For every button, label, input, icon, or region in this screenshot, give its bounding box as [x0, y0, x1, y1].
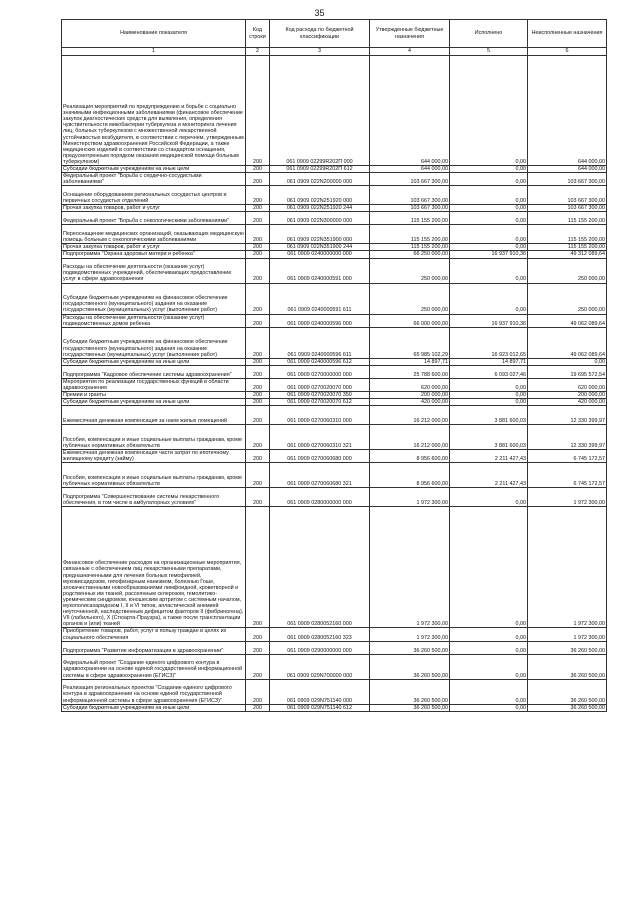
table-row — [62, 166, 607, 173]
row-executed-cell: 6 093 027,46 — [450, 365, 528, 378]
row-executed-cell: 3 881 600,03 — [450, 425, 528, 450]
row-line-code-cell: 200 — [246, 654, 270, 679]
row-unexecuted-cell: 103 667 300,00 — [528, 186, 607, 205]
table-header — [62, 20, 607, 56]
table-row — [62, 205, 607, 212]
row-approved-cell: 65 985 102,29 — [370, 327, 450, 358]
header-executed: Исполнено — [450, 20, 528, 48]
budget-execution-table — [61, 19, 607, 712]
row-name-cell: Переоснащение медицинских организаций, оказывающих медицинскую помощь больным с онкологическими заболеваниями — [62, 225, 246, 244]
row-line-code-cell: 200 — [246, 641, 270, 654]
row-executed-cell: 14 897,71 — [450, 358, 528, 365]
column-number: 1 — [62, 48, 246, 56]
table-row — [62, 704, 607, 711]
row-name-cell: Реализация мероприятий по предупреждению и борьбе с социально значимыми инфекционными заболеваниями (финансовое обеспечение закупок диагностических средств для выявления, определения чувствительности микобактерии туберкулеза и мониторинга лечения лиц, больных туберкулезом с множественной лекарственной устойчивостью возбудителя, в соответствии с перечнем, утвержденным Министерством здравоохранения Российской Федерации, а также медицинских изделий в соответствии со стандартом оснащения, предусмотренным порядком оказания медицинской помощи больным туберкулезом) — [62, 56, 246, 166]
row-unexecuted-cell: 115 155 200,00 — [528, 225, 607, 244]
row-name-cell: Расходы на обеспечение деятельности (оказание услуг) подведомственных домов ребенка — [62, 314, 246, 327]
row-approved-cell: 36 260 500,00 — [370, 654, 450, 679]
row-kbk-cell: 061 0909 0270020070 000 — [270, 378, 370, 391]
row-approved-cell: 103 667 300,00 — [370, 186, 450, 205]
row-line-code-cell: 200 — [246, 450, 270, 463]
row-kbk-cell: 061 0909 022N251920 244 — [270, 205, 370, 212]
table-row — [62, 654, 607, 679]
row-unexecuted-cell: 250 000,00 — [528, 258, 607, 283]
row-line-code-cell: 200 — [246, 173, 270, 186]
table-row — [62, 399, 607, 406]
row-executed-cell: 3 881 600,03 — [450, 406, 528, 425]
row-name-cell: Подпрограмма "Кадровое обеспечение системы здравоохранения" — [62, 365, 246, 378]
column-number: 5 — [450, 48, 528, 56]
row-line-code-cell: 200 — [246, 327, 270, 358]
row-unexecuted-cell: 103 667 300,00 — [528, 205, 607, 212]
row-executed-cell: 0,00 — [450, 283, 528, 314]
row-unexecuted-cell: 103 667 300,00 — [528, 173, 607, 186]
row-line-code-cell: 200 — [246, 425, 270, 450]
table-row — [62, 641, 607, 654]
table-row — [62, 463, 607, 488]
row-name-cell: Субсидии бюджетным учреждениям на иные цели — [62, 704, 246, 711]
row-line-code-cell: 200 — [246, 258, 270, 283]
row-executed-cell: 0,00 — [450, 679, 528, 704]
table-row — [62, 450, 607, 463]
column-number: 6 — [528, 48, 607, 56]
row-unexecuted-cell: 115 155 200,00 — [528, 244, 607, 251]
row-line-code-cell: 200 — [246, 463, 270, 488]
row-name-cell: Подпрограмма "Развитие информатизации в здравоохранении" — [62, 641, 246, 654]
row-kbk-cell: 061 0909 0270020070 350 — [270, 392, 370, 399]
table-row — [62, 425, 607, 450]
row-unexecuted-cell: 0,00 — [528, 358, 607, 365]
row-approved-cell: 620 000,00 — [370, 378, 450, 391]
row-name-cell: Мероприятия по реализации государственных функций в области здравоохранения — [62, 378, 246, 391]
row-line-code-cell: 200 — [246, 392, 270, 399]
row-name-cell: Субсидии бюджетным учреждениям на иные цели — [62, 166, 246, 173]
column-number: 3 — [270, 48, 370, 56]
row-line-code-cell: 200 — [246, 365, 270, 378]
row-kbk-cell: 061 0909 0240000596 611 — [270, 327, 370, 358]
row-unexecuted-cell: 644 000,00 — [528, 56, 607, 166]
row-line-code-cell: 200 — [246, 251, 270, 258]
row-kbk-cell: 061 0909 0270060310 321 — [270, 425, 370, 450]
row-unexecuted-cell: 6 745 172,57 — [528, 450, 607, 463]
row-approved-cell: 36 260 500,00 — [370, 679, 450, 704]
row-line-code-cell: 200 — [246, 225, 270, 244]
row-unexecuted-cell: 1 972 300,00 — [528, 507, 607, 628]
row-approved-cell: 8 956 600,00 — [370, 450, 450, 463]
row-line-code-cell: 200 — [246, 488, 270, 507]
row-approved-cell: 644 000,00 — [370, 56, 450, 166]
row-line-code-cell: 200 — [246, 628, 270, 641]
row-name-cell: Субсидии бюджетным учреждениям на иные цели — [62, 358, 246, 365]
row-approved-cell: 1 972 300,00 — [370, 488, 450, 507]
row-name-cell: Ежемесячная денежная компенсация части затрат по ипотечному жилищному кредиту (займу) — [62, 450, 246, 463]
row-approved-cell: 36 260 500,00 — [370, 704, 450, 711]
row-line-code-cell: 200 — [246, 205, 270, 212]
row-executed-cell: 0,00 — [450, 56, 528, 166]
row-unexecuted-cell: 12 330 399,97 — [528, 406, 607, 425]
row-line-code-cell: 200 — [246, 244, 270, 251]
row-executed-cell: 2 211 427,43 — [450, 463, 528, 488]
table-row — [62, 365, 607, 378]
row-approved-cell: 115 155 200,00 — [370, 225, 450, 244]
row-kbk-cell: 061 0909 02299R202П 000 — [270, 56, 370, 166]
row-line-code-cell: 200 — [246, 358, 270, 365]
row-line-code-cell: 200 — [246, 507, 270, 628]
row-unexecuted-cell: 620 000,00 — [528, 378, 607, 391]
row-unexecuted-cell: 1 972 300,00 — [528, 628, 607, 641]
table-row — [62, 186, 607, 205]
header-unexecuted: Неисполненные назначения — [528, 20, 607, 48]
row-name-cell: Расходы на обеспечение деятельности (оказание услуг) подведомственных учреждений, обеспечивающих предоставление услуг в сфере здравоохранения — [62, 258, 246, 283]
row-unexecuted-cell: 49 062 089,64 — [528, 327, 607, 358]
row-executed-cell: 0,00 — [450, 641, 528, 654]
row-kbk-cell: 061 0909 0240000596 000 — [270, 314, 370, 327]
row-unexecuted-cell: 644 000,00 — [528, 166, 607, 173]
row-name-cell: Приобретение товаров, работ, услуг в пользу граждан в целях их социального обеспечения — [62, 628, 246, 641]
row-kbk-cell: 061 0909 0270060310 000 — [270, 406, 370, 425]
table-row — [62, 628, 607, 641]
row-line-code-cell: 200 — [246, 378, 270, 391]
row-line-code-cell: 200 — [246, 56, 270, 166]
row-executed-cell: 0,00 — [450, 244, 528, 251]
row-approved-cell: 36 260 500,00 — [370, 641, 450, 654]
row-kbk-cell: 061 0909 0270020070 612 — [270, 399, 370, 406]
row-kbk-cell: 061 0909 0280052160 000 — [270, 507, 370, 628]
page-number: 35 — [314, 8, 325, 18]
row-line-code-cell: 200 — [246, 186, 270, 205]
header-line-code: Код строки — [246, 20, 270, 48]
row-unexecuted-cell: 200 000,00 — [528, 392, 607, 399]
column-number: 4 — [370, 48, 450, 56]
row-name-cell: Оснащение оборудованием региональных сосудистых центров и первичных сосудистых отделений — [62, 186, 246, 205]
row-name-cell: Ежемесячная денежная компенсация за наем жилых помещений — [62, 406, 246, 425]
table-row — [62, 244, 607, 251]
row-kbk-cell: 061 0909 0280000000 000 — [270, 488, 370, 507]
row-kbk-cell: 061 0909 022N351900 244 — [270, 244, 370, 251]
row-name-cell: Подпрограмма "Совершенствование системы лекарственного обеспечения, в том числе в амбулаторных условиях" — [62, 488, 246, 507]
row-kbk-cell: 061 0909 029N751140 612 — [270, 704, 370, 711]
row-executed-cell: 0,00 — [450, 399, 528, 406]
row-approved-cell: 8 956 600,00 — [370, 463, 450, 488]
row-unexecuted-cell: 49 312 089,64 — [528, 251, 607, 258]
row-kbk-cell: 061 0909 0270060680 000 — [270, 450, 370, 463]
row-approved-cell: 115 155 200,00 — [370, 212, 450, 225]
row-name-cell: Премии и гранты — [62, 392, 246, 399]
row-name-cell: Подпрограмма "Охрана здоровья матери и ребенка" — [62, 251, 246, 258]
row-executed-cell: 2 211 427,43 — [450, 450, 528, 463]
row-unexecuted-cell: 19 695 572,54 — [528, 365, 607, 378]
row-name-cell: Федеральный проект "Борьба с сердечно-сосудистыми заболеваниями" — [62, 173, 246, 186]
row-kbk-cell: 061 0909 0240000591 000 — [270, 258, 370, 283]
row-executed-cell: 0,00 — [450, 392, 528, 399]
table-row — [62, 327, 607, 358]
row-name-cell: Субсидии бюджетным учреждениям на финансовое обеспечение государственного (муниципального) задания на оказание государственных (муниципальных) услуг (выполнение работ) — [62, 327, 246, 358]
row-executed-cell: 0,00 — [450, 488, 528, 507]
row-approved-cell: 66 250 000,00 — [370, 251, 450, 258]
table-row — [62, 488, 607, 507]
row-name-cell: Прочая закупка товаров, работ и услуг — [62, 205, 246, 212]
table-row — [62, 212, 607, 225]
row-unexecuted-cell: 36 260 500,00 — [528, 679, 607, 704]
row-line-code-cell: 200 — [246, 212, 270, 225]
row-kbk-cell: 061 0909 029N700000 000 — [270, 654, 370, 679]
row-approved-cell: 66 000 000,00 — [370, 314, 450, 327]
row-executed-cell: 0,00 — [450, 507, 528, 628]
header-name: Наименование показателя — [62, 20, 246, 48]
row-line-code-cell: 200 — [246, 283, 270, 314]
row-line-code-cell: 200 — [246, 679, 270, 704]
table-body — [62, 56, 607, 712]
row-executed-cell: 0,00 — [450, 212, 528, 225]
row-unexecuted-cell: 420 000,00 — [528, 399, 607, 406]
row-name-cell: Реализация региональных проектов "Создание единого цифрового контура в здравоохранении на основе единой государственной информационной системы в сфере здравоохранения (ЕГИСЗ)" — [62, 679, 246, 704]
row-unexecuted-cell: 12 330 399,97 — [528, 425, 607, 450]
row-approved-cell: 16 212 000,00 — [370, 425, 450, 450]
table-row — [62, 314, 607, 327]
row-kbk-cell: 061 0909 022N251920 000 — [270, 186, 370, 205]
row-name-cell: Субсидии бюджетным учреждениям на финансовое обеспечение государственного (муниципального) задания на оказание государственных (муниципальных) услуг (выполнение работ) — [62, 283, 246, 314]
table-row — [62, 679, 607, 704]
row-approved-cell: 250 000,00 — [370, 283, 450, 314]
row-line-code-cell: 200 — [246, 399, 270, 406]
table-row — [62, 358, 607, 365]
header-approved: Утвержденные бюджетные назначения — [370, 20, 450, 48]
row-executed-cell: 16 937 910,36 — [450, 251, 528, 258]
row-unexecuted-cell: 1 972 300,00 — [528, 488, 607, 507]
row-line-code-cell: 200 — [246, 314, 270, 327]
row-approved-cell: 16 212 000,00 — [370, 406, 450, 425]
table-row — [62, 507, 607, 628]
row-approved-cell: 115 155 200,00 — [370, 244, 450, 251]
table-row — [62, 225, 607, 244]
row-kbk-cell: 061 0909 0280052160 323 — [270, 628, 370, 641]
row-kbk-cell: 061 0909 0270000000 000 — [270, 365, 370, 378]
row-kbk-cell: 061 0909 022N200000 000 — [270, 173, 370, 186]
row-name-cell: Финансовое обеспечение расходов на организационные мероприятия, связанные с обеспечением лиц лекарственными препаратами, предназначенными для лечения больных гемофилией, муковисцидозом, гипофизарным нанизмом, болезнью Гоше, злокачественными новообразованиями лимфоидной, кроветворной и родственных им тканей, рассеянным склерозом, гемолитико-уремическим синдромом, юношеским артритом с системным началом, мукополисахаридозом I, II и VI типов, апластической анемией неуточненной, наследственным дефицитом факторов II (фибриногена), VII (лабильного), X (Стюарта-Прауэра), а также после трансплантации органов и (или) тканей — [62, 507, 246, 628]
table-row — [62, 392, 607, 399]
row-kbk-cell: 061 0909 0290000000 000 — [270, 641, 370, 654]
row-line-code-cell: 200 — [246, 166, 270, 173]
row-executed-cell: 0,00 — [450, 258, 528, 283]
row-line-code-cell: 200 — [246, 704, 270, 711]
header-kbk: Код расхода по бюджетной классификации — [270, 20, 370, 48]
row-unexecuted-cell: 250 000,00 — [528, 283, 607, 314]
table-row — [62, 56, 607, 166]
row-approved-cell: 103 667 300,00 — [370, 205, 450, 212]
row-approved-cell: 14 897,71 — [370, 358, 450, 365]
table-row — [62, 251, 607, 258]
row-executed-cell: 0,00 — [450, 378, 528, 391]
row-unexecuted-cell: 6 745 172,57 — [528, 463, 607, 488]
row-kbk-cell: 061 0909 029N751140 000 — [270, 679, 370, 704]
row-kbk-cell: 061 0909 0240000591 611 — [270, 283, 370, 314]
table-row — [62, 378, 607, 391]
row-approved-cell: 200 000,00 — [370, 392, 450, 399]
row-executed-cell: 0,00 — [450, 173, 528, 186]
table-row — [62, 283, 607, 314]
row-name-cell: Пособия, компенсации и иные социальные выплаты гражданам, кроме публичных нормативных обязательств — [62, 463, 246, 488]
row-kbk-cell: 061 0909 02299R202П 612 — [270, 166, 370, 173]
column-number: 2 — [246, 48, 270, 56]
row-executed-cell: 0,00 — [450, 628, 528, 641]
row-approved-cell: 1 972 300,00 — [370, 628, 450, 641]
row-approved-cell: 420 000,00 — [370, 399, 450, 406]
row-executed-cell: 0,00 — [450, 166, 528, 173]
row-executed-cell: 16 923 012,65 — [450, 327, 528, 358]
row-approved-cell: 250 000,00 — [370, 258, 450, 283]
row-executed-cell: 16 937 910,36 — [450, 314, 528, 327]
row-executed-cell: 0,00 — [450, 654, 528, 679]
row-kbk-cell: 061 0909 022N351900 000 — [270, 225, 370, 244]
row-unexecuted-cell: 36 260 500,00 — [528, 641, 607, 654]
row-approved-cell: 25 788 600,00 — [370, 365, 450, 378]
table-row — [62, 406, 607, 425]
row-approved-cell: 103 667 300,00 — [370, 173, 450, 186]
row-unexecuted-cell: 49 062 089,64 — [528, 314, 607, 327]
row-name-cell: Пособия, компенсации и иные социальные выплаты гражданам, кроме публичных нормативных обязательств — [62, 425, 246, 450]
row-kbk-cell: 061 0909 0240000000 000 — [270, 251, 370, 258]
row-name-cell: Федеральный проект "Борьба с онкологическими заболеваниями" — [62, 212, 246, 225]
row-name-cell: Субсидии бюджетным учреждениям на иные цели — [62, 399, 246, 406]
row-name-cell: Федеральный проект "Создание единого цифрового контура в здравоохранении на основе единой государственной информационной системы в сфере здравоохранения (ЕГИСЗ)" — [62, 654, 246, 679]
row-kbk-cell: 061 0909 0270060680 321 — [270, 463, 370, 488]
row-unexecuted-cell: 36 260 500,00 — [528, 654, 607, 679]
row-approved-cell: 1 972 300,00 — [370, 507, 450, 628]
table-row — [62, 258, 607, 283]
row-executed-cell: 0,00 — [450, 225, 528, 244]
row-executed-cell: 0,00 — [450, 704, 528, 711]
row-approved-cell: 644 000,00 — [370, 166, 450, 173]
row-kbk-cell: 061 0909 0240000596 612 — [270, 358, 370, 365]
row-line-code-cell: 200 — [246, 406, 270, 425]
row-executed-cell: 0,00 — [450, 186, 528, 205]
row-name-cell: Прочая закупка товаров, работ и услуг — [62, 244, 246, 251]
table-row — [62, 173, 607, 186]
row-unexecuted-cell: 36 260 500,00 — [528, 704, 607, 711]
row-kbk-cell: 061 0909 022N300000 000 — [270, 212, 370, 225]
row-executed-cell: 0,00 — [450, 205, 528, 212]
row-unexecuted-cell: 115 155 200,00 — [528, 212, 607, 225]
